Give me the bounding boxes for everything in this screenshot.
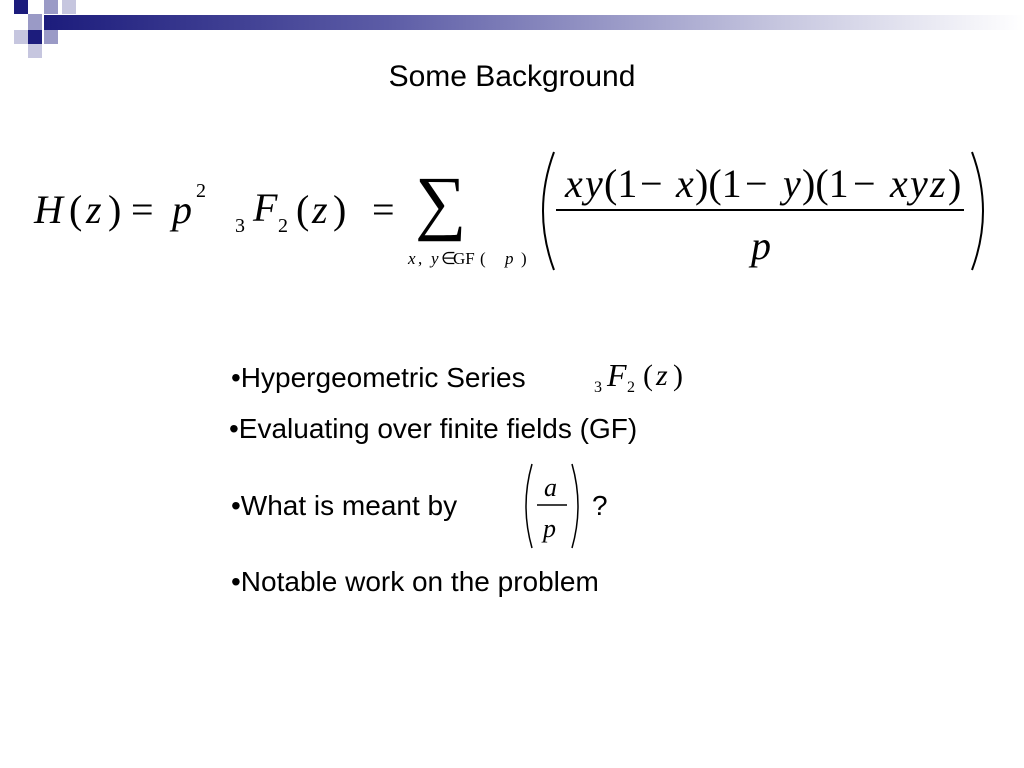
header-square — [28, 14, 42, 30]
slide-title: Some Background — [388, 60, 636, 93]
bullet-hypergeometric-series — [231, 361, 526, 395]
sum-index-y: y — [431, 249, 439, 268]
header-square — [44, 0, 58, 14]
formula-paren: ) — [333, 187, 347, 232]
bullet-text: •Hypergeometric Series — [231, 362, 526, 393]
numerator-close-paren: ) — [948, 161, 962, 206]
bullet-text: •What is meant by — [231, 490, 458, 521]
numerator-x: x — [890, 161, 908, 206]
formula-pre-subscript: 3 — [235, 215, 245, 237]
header-square — [62, 0, 76, 14]
formula-equals: = — [131, 187, 154, 232]
series-F: F — [607, 357, 627, 393]
sum-index-x: x — [408, 249, 416, 268]
question-mark: ? — [592, 490, 608, 521]
series-subscript: 2 — [627, 379, 635, 396]
header-square — [14, 0, 28, 14]
formula-paren: ( — [69, 187, 83, 232]
right-parenthesis — [572, 464, 578, 548]
denominator-p: p — [751, 223, 771, 268]
summation-symbol: ∑ — [415, 162, 467, 242]
formula-subscript: 2 — [278, 215, 288, 237]
numerator-y: y — [910, 161, 928, 206]
left-parenthesis — [543, 152, 554, 270]
bullet-notable-work — [231, 565, 599, 599]
formula-exponent: 2 — [196, 180, 206, 202]
formula-paren: ) — [108, 187, 122, 232]
header-decoration — [0, 0, 1024, 58]
sum-index-gf: GF — [453, 249, 475, 268]
bullet-finite-fields — [229, 412, 637, 446]
formula-F: F — [253, 185, 278, 230]
formula-paren: ( — [296, 187, 310, 232]
legendre-denominator-p: p — [543, 514, 556, 543]
formula-z: z — [312, 187, 328, 232]
header-square — [28, 30, 42, 44]
header-square — [44, 30, 58, 44]
legendre-numerator-a: a — [544, 473, 557, 502]
header-square — [28, 44, 42, 58]
numerator-x: x — [565, 161, 583, 206]
numerator-y: y — [783, 161, 801, 206]
formula-H: H — [34, 187, 63, 232]
series-z: z — [656, 359, 668, 392]
bullet-text: •Evaluating over finite fields (GF) — [229, 413, 638, 444]
sum-index-comma: , — [418, 249, 423, 268]
series-paren: ( — [643, 359, 653, 392]
formula-p: p — [172, 187, 192, 232]
series-pre-subscript: 3 — [594, 379, 602, 396]
right-parenthesis — [972, 152, 983, 270]
header-square — [14, 30, 28, 44]
numerator-close-open-one: )(1 — [802, 161, 849, 206]
numerator-z: z — [930, 161, 946, 206]
sum-index-element-of: ∈ — [441, 249, 456, 268]
series-paren: ) — [673, 359, 683, 392]
numerator-open-one: (1 — [604, 161, 638, 206]
sum-index-p: p — [505, 249, 514, 268]
bullet-text: •Notable work on the problem — [231, 566, 599, 597]
sum-index-paren: ( — [480, 249, 486, 268]
numerator-y: y — [585, 161, 603, 206]
formula-z: z — [86, 187, 102, 232]
numerator-minus: − — [745, 161, 768, 206]
numerator-minus: − — [853, 161, 876, 206]
header-bar — [44, 15, 1024, 30]
bullet-what-is-meant — [231, 489, 457, 523]
numerator-close-open-one: )(1 — [695, 161, 742, 206]
numerator-minus: − — [640, 161, 663, 206]
numerator-x: x — [676, 161, 694, 206]
formula-equals: = — [372, 187, 395, 232]
left-parenthesis — [526, 464, 532, 548]
sum-index-paren: ) — [521, 249, 527, 268]
